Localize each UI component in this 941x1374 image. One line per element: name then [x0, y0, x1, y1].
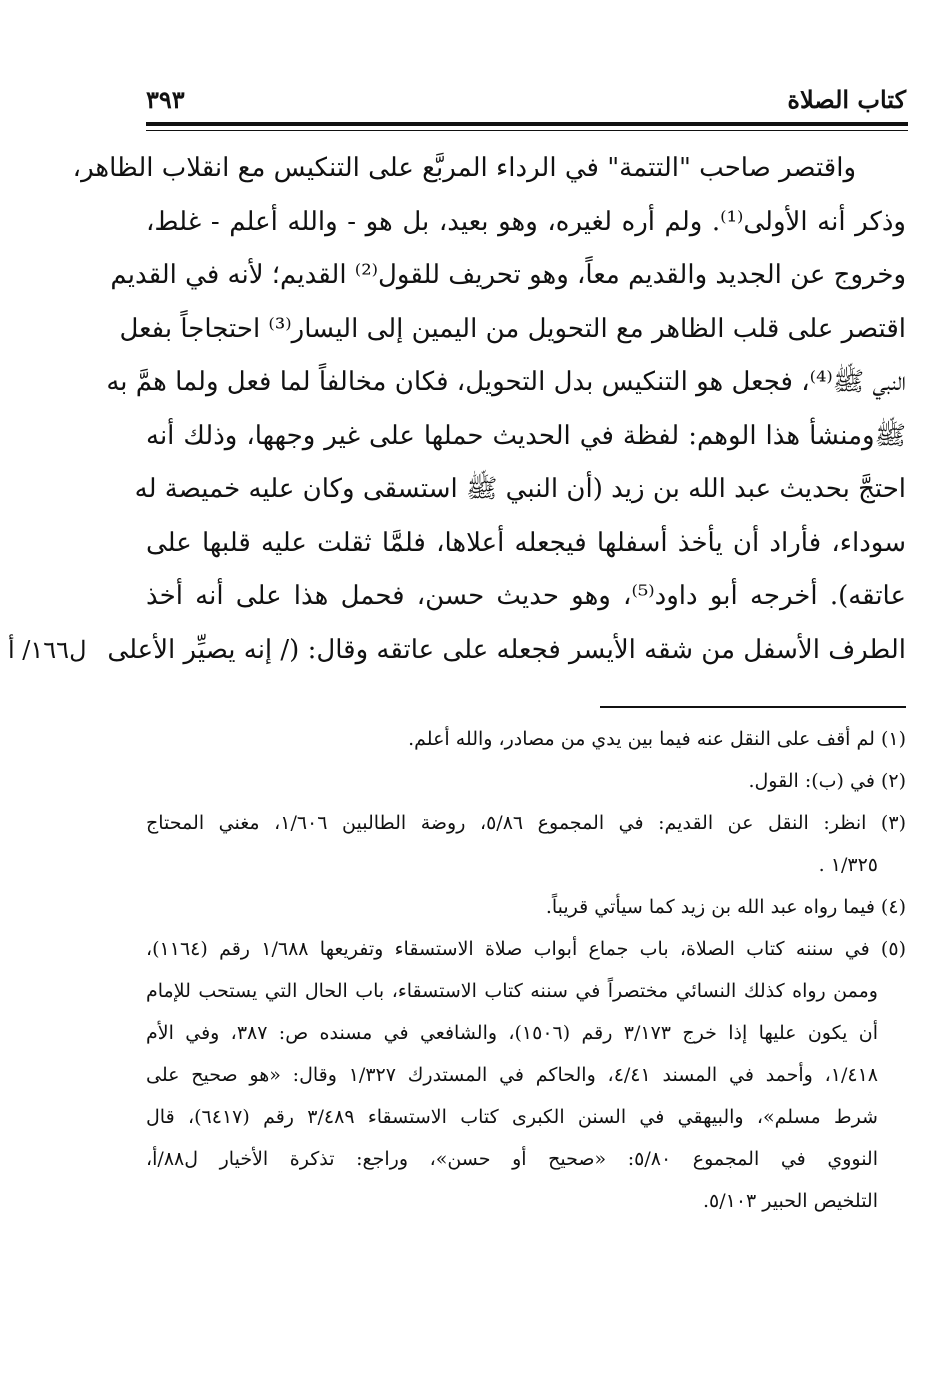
text-line: عاتقه). أخرجه أبو داود⁽⁵⁾، وهو حديث حسن، فحمل هذا على أنه أخذ: [146, 581, 906, 611]
footnote-line: (٤) فيما رواه عبد الله بن زيد كما سيأتي قريباً.: [545, 896, 906, 918]
text-line: وذكر أنه الأولى⁽¹⁾. ولم أره لغيره، وهو بعيد، بل هو - والله أعلم - غلط،: [146, 206, 906, 237]
footnote-line: وممن رواه كذلك النسائي مختصراً في سننه كتاب الاستسقاء، باب الحال التي يستحب للإمام: [146, 980, 878, 1002]
header-rule-thin: [146, 130, 908, 131]
text-line: الطرف الأسفل من شقه الأيسر فجعله على عاتقه وقال: (/ إنه يصيِّر الأعلى: [107, 634, 906, 665]
footnotes: [146, 718, 906, 1222]
footnote-line: (٢) في (ب): القول.: [748, 770, 906, 792]
text-line: اقتصر على قلب الظاهر مع التحويل من اليمين إلى اليسار⁽³⁾ احتجاجاً بفعل: [119, 313, 906, 344]
footnote-line: ١/٤١٨، وأحمد في المسند ٤/٤١، والحاكم في المستدرك ١/٣٢٧ وقال: «هو صحيح على: [146, 1064, 879, 1086]
footnote-line: (٣) انظر: النقل عن القديم: في المجموع ٥/٨٦، روضة الطالبين ١/٦٠٦، مغني المحتاج: [146, 812, 906, 834]
footnote-separator: [600, 706, 906, 708]
text-line: وخروج عن الجديد والقديم معاً، وهو تحريف للقول⁽²⁾ القديم؛ لأنه في القديم: [110, 260, 906, 290]
footnote-line: (١) لم أقف على النقل عنه فيما بين يدي من مصادر، والله أعلم.: [408, 728, 906, 750]
running-header: [146, 84, 906, 120]
footnote-line: أن يكون عليها إذا خرج ٣/١٧٣ رقم (١٥٠٦)، والشافعي في مسنده ص: ٣٨٧، وفي الأم: [146, 1022, 878, 1044]
text-line: سوداء، فأراد أن يأخذ أسفلها فيجعله أعلاها، فلمَّا ثقلت عليه قلبها على: [146, 527, 906, 558]
footnote-line: ١/٣٢٥ .: [818, 854, 878, 876]
main-text: [72, 142, 906, 677]
header-rule-thick: [146, 122, 908, 126]
page-number: ٣٩٣: [146, 85, 185, 114]
manuscript-folio-marker: ل١٦٦/ أ: [8, 636, 87, 664]
text-line: واقتصر صاحب "التتمة" في الرداء المربَّع على التنكيس مع انقلاب الظاهر،: [72, 153, 856, 183]
footnote-line: التلخيص الحبير ٥/١٠٣.: [702, 1190, 878, 1212]
chapter-title: كتاب الصلاة: [787, 85, 906, 114]
text-line: احتجَّ بحديث عبد الله بن زيد (أن النبي ﷺ استسقى وكان عليه خميصة له: [134, 474, 906, 504]
text-line: ﷺومنشأ هذا الوهم: لفظة في الحديث حملها على غير وجهها، وذلك أنه: [146, 420, 906, 451]
footnote-line: النووي في المجموع ٥/٨٠: «صحيح أو حسن»، وراجع: تذكرة الأخيار ل٨٨/أ،: [146, 1148, 878, 1170]
footnote-line: (٥) في سننه كتاب الصلاة، باب جماع أبواب صلاة الاستسقاء وتفريعها ١/٦٨٨ رقم (١١٦٤)،: [146, 938, 906, 960]
footnote-line: شرط مسلم»، والبيهقي في السنن الكبرى كتاب الاستسقاء ٣/٤٨٩ رقم (٦٤١٧)، قال: [146, 1106, 878, 1128]
text-line: النبي ﷺ⁽⁴⁾، فجعل هو التنكيس بدل التحويل، فكان مخالفاً لما فعل ولما همَّ به: [106, 367, 906, 397]
